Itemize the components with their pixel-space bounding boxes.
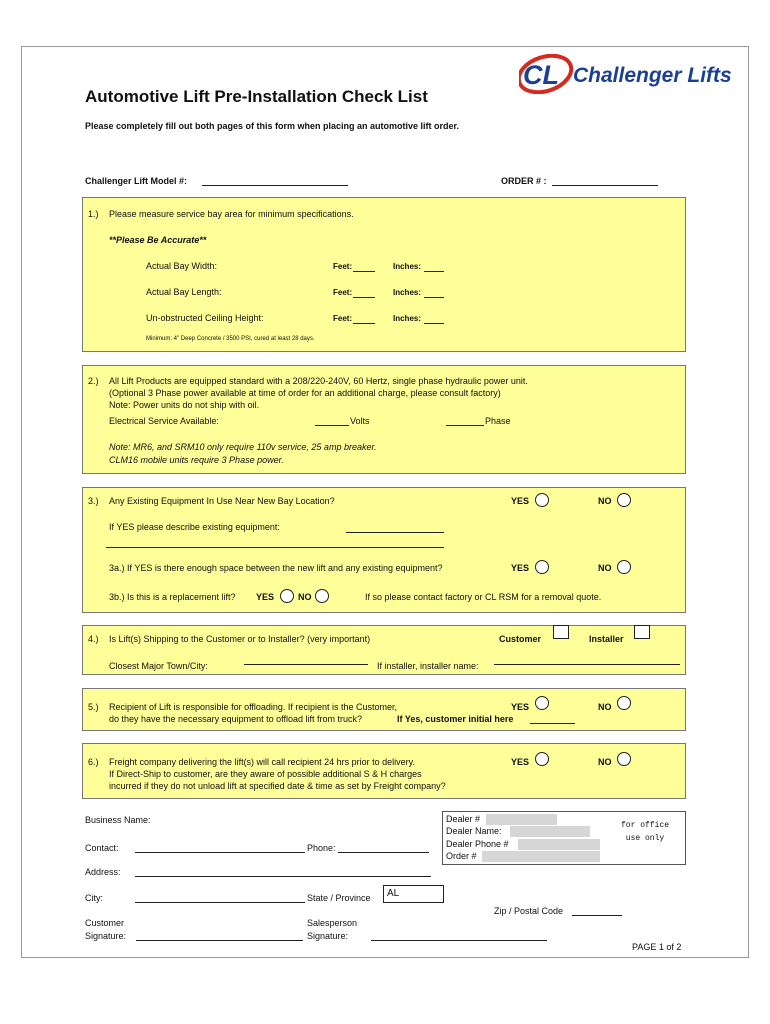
- section-6-number: 6.): [88, 757, 99, 767]
- page-number: PAGE 1 of 2: [632, 942, 682, 952]
- office-use-note-2: use only: [625, 834, 665, 843]
- customer-label: Customer: [499, 634, 542, 644]
- describe-equipment-field-1[interactable]: [346, 523, 444, 533]
- s6-yes-label: YES: [511, 757, 530, 767]
- office-use-note-1: for office: [620, 821, 669, 830]
- zip-field[interactable]: [572, 906, 622, 916]
- freight-call-text: Freight company delivering the lift(s) will call recipient 24 hrs prior to delivery.: [109, 757, 415, 767]
- section-3-number: 3.): [88, 496, 99, 506]
- section-1-text: Please measure service bay area for minimum specifications.: [109, 209, 354, 219]
- existing-equipment-question: Any Existing Equipment In Use Near New Bay Location?: [109, 496, 335, 506]
- ceiling-height-label: Un-obstructed Ceiling Height:: [146, 313, 264, 323]
- bay-length-feet-label: Feet:: [333, 288, 353, 297]
- installer-name-field[interactable]: [494, 655, 680, 665]
- phase-field[interactable]: [446, 416, 484, 426]
- describe-equipment-label: If YES please describe existing equipment:: [109, 522, 280, 532]
- describe-equipment-field-2[interactable]: [106, 538, 444, 548]
- electrical-service-label: Electrical Service Available:: [109, 416, 219, 426]
- state-label: State / Province: [307, 893, 371, 903]
- replacement-question: 3b.) Is this is a replacement lift?: [109, 592, 236, 602]
- section-5-number: 5.): [88, 702, 99, 712]
- bay-width-inches-field[interactable]: [424, 262, 444, 272]
- s5-no-radio[interactable]: [617, 696, 631, 710]
- s5-yes-radio[interactable]: [535, 696, 549, 710]
- city-field[interactable]: [135, 893, 305, 903]
- s3-no-radio[interactable]: [617, 493, 631, 507]
- three-phase-text: (Optional 3 Phase power available at time of order for an additional charge, please consult factory): [109, 388, 501, 398]
- section-1-box: [82, 197, 686, 352]
- accurate-note: **Please Be Accurate**: [109, 235, 207, 245]
- ceiling-height-feet-label: Feet:: [333, 314, 353, 323]
- installer-name-label: If installer, installer name:: [377, 661, 479, 671]
- s3a-yes-radio[interactable]: [535, 560, 549, 574]
- phase-label: Phase: [485, 416, 511, 426]
- model-label: Challenger Lift Model #:: [85, 176, 188, 186]
- order-number-field[interactable]: [482, 851, 600, 862]
- contact-label: Contact:: [85, 843, 119, 853]
- phone-label: Phone:: [307, 843, 336, 853]
- closest-town-label: Closest Major Town/City:: [109, 661, 208, 671]
- state-field[interactable]: AL: [383, 885, 444, 903]
- bay-length-inches-label: Inches:: [393, 288, 422, 297]
- bay-width-inches-label: Inches:: [393, 262, 422, 271]
- customer-initial-field[interactable]: [530, 714, 575, 724]
- customer-signature-label-1: Customer: [85, 918, 125, 928]
- s3a-no-radio[interactable]: [617, 560, 631, 574]
- s3a-yes-label: YES: [511, 563, 530, 573]
- offloading-text: Recipient of Lift is responsible for offloading. If recipient is the Customer,: [109, 702, 397, 712]
- dealer-number-field[interactable]: [486, 814, 557, 825]
- s3a-no-label: NO: [598, 563, 612, 573]
- page-subtitle: Please completely fill out both pages of this form when placing an automotive lift order.: [85, 121, 460, 131]
- salesperson-signature-label-1: Salesperson: [307, 918, 358, 928]
- salesperson-signature-label-2: Signature:: [307, 931, 349, 941]
- concrete-minimum-note: Minimum: 4" Deep Concrete / 3500 PSI, cured at least 28 days.: [146, 336, 315, 342]
- zip-label: Zip / Postal Code: [494, 906, 564, 916]
- bay-width-feet-label: Feet:: [333, 262, 353, 271]
- s3b-yes-radio[interactable]: [280, 589, 294, 603]
- customer-initial-label: If Yes, customer initial here: [397, 714, 514, 724]
- s3b-no-label: NO: [298, 592, 312, 602]
- space-question: 3a.) If YES is there enough space between the new lift and any existing equipment?: [109, 563, 443, 573]
- bay-width-feet-field[interactable]: [353, 262, 375, 272]
- s6-yes-radio[interactable]: [535, 752, 549, 766]
- direct-ship-text: If Direct-Ship to customer, are they aware of possible additional S & H charges: [109, 769, 422, 779]
- order-number-label: Order #: [446, 851, 477, 861]
- logo-text: Challenger Lifts: [573, 64, 732, 87]
- s3-yes-label: YES: [511, 496, 530, 506]
- dealer-phone-field[interactable]: [518, 839, 600, 850]
- section-1-number: 1.): [88, 209, 99, 219]
- s6-no-label: NO: [598, 757, 612, 767]
- offloading-question: do they have the necessary equipment to offload lift from truck?: [109, 714, 362, 724]
- volts-field[interactable]: [315, 416, 349, 426]
- address-label: Address:: [85, 867, 121, 877]
- s5-yes-label: YES: [511, 702, 530, 712]
- order-field[interactable]: [552, 176, 658, 186]
- page-title: Automotive Lift Pre-Installation Check List: [85, 87, 428, 106]
- service-note-2: CLM16 mobile units require 3 Phase power.: [109, 455, 284, 465]
- dealer-number-label: Dealer #: [446, 814, 481, 824]
- contact-field[interactable]: [135, 843, 305, 853]
- challenger-lifts-logo: [519, 54, 745, 94]
- removal-quote-note: If so please contact factory or CL RSM for a removal quote.: [365, 592, 602, 602]
- bay-length-feet-field[interactable]: [353, 288, 375, 298]
- customer-checkbox[interactable]: [553, 625, 569, 639]
- s6-no-radio[interactable]: [617, 752, 631, 766]
- closest-town-field[interactable]: [244, 655, 368, 665]
- phone-field[interactable]: [338, 843, 429, 853]
- s3-yes-radio[interactable]: [535, 493, 549, 507]
- ceiling-height-inches-label: Inches:: [393, 314, 422, 323]
- logo-mark: CL: [523, 60, 559, 90]
- section-4-number: 4.): [88, 634, 99, 644]
- model-field[interactable]: [202, 176, 348, 186]
- address-field[interactable]: [135, 867, 431, 877]
- section-2-number: 2.): [88, 376, 99, 386]
- unload-charges-text: incurred if they do not unload lift at specified date & time as set by Freight company?: [109, 781, 446, 791]
- oil-note: Note: Power units do not ship with oil.: [109, 400, 260, 410]
- ceiling-height-inches-field[interactable]: [424, 314, 444, 324]
- s3-no-label: NO: [598, 496, 612, 506]
- order-label: ORDER # :: [501, 176, 547, 186]
- power-unit-text: All Lift Products are equipped standard with a 208/220-240V, 60 Hertz, single phase hydraulic power unit.: [109, 376, 528, 386]
- dealer-name-field[interactable]: [510, 826, 590, 837]
- customer-signature-field[interactable]: [136, 931, 303, 941]
- s3b-yes-label: YES: [256, 592, 275, 602]
- s3b-no-radio[interactable]: [315, 589, 329, 603]
- ceiling-height-feet-field[interactable]: [353, 314, 375, 324]
- shipping-question: Is Lift(s) Shipping to the Customer or to Installer? (very important): [109, 634, 371, 644]
- dealer-phone-label: Dealer Phone #: [446, 839, 509, 849]
- bay-length-label: Actual Bay Length:: [146, 287, 222, 297]
- dealer-name-label: Dealer Name:: [446, 826, 502, 836]
- service-note-1: Note: MR6, and SRM10 only require 110v service, 25 amp breaker.: [109, 442, 377, 452]
- city-label: City:: [85, 893, 103, 903]
- volts-label: Volts: [350, 416, 370, 426]
- salesperson-signature-field[interactable]: [371, 931, 547, 941]
- installer-label: Installer: [589, 634, 624, 644]
- bay-length-inches-field[interactable]: [424, 288, 444, 298]
- installer-checkbox[interactable]: [634, 625, 650, 639]
- bay-width-label: Actual Bay Width:: [146, 261, 218, 271]
- business-name-label: Business Name:: [85, 815, 151, 825]
- customer-signature-label-2: Signature:: [85, 931, 127, 941]
- s5-no-label: NO: [598, 702, 612, 712]
